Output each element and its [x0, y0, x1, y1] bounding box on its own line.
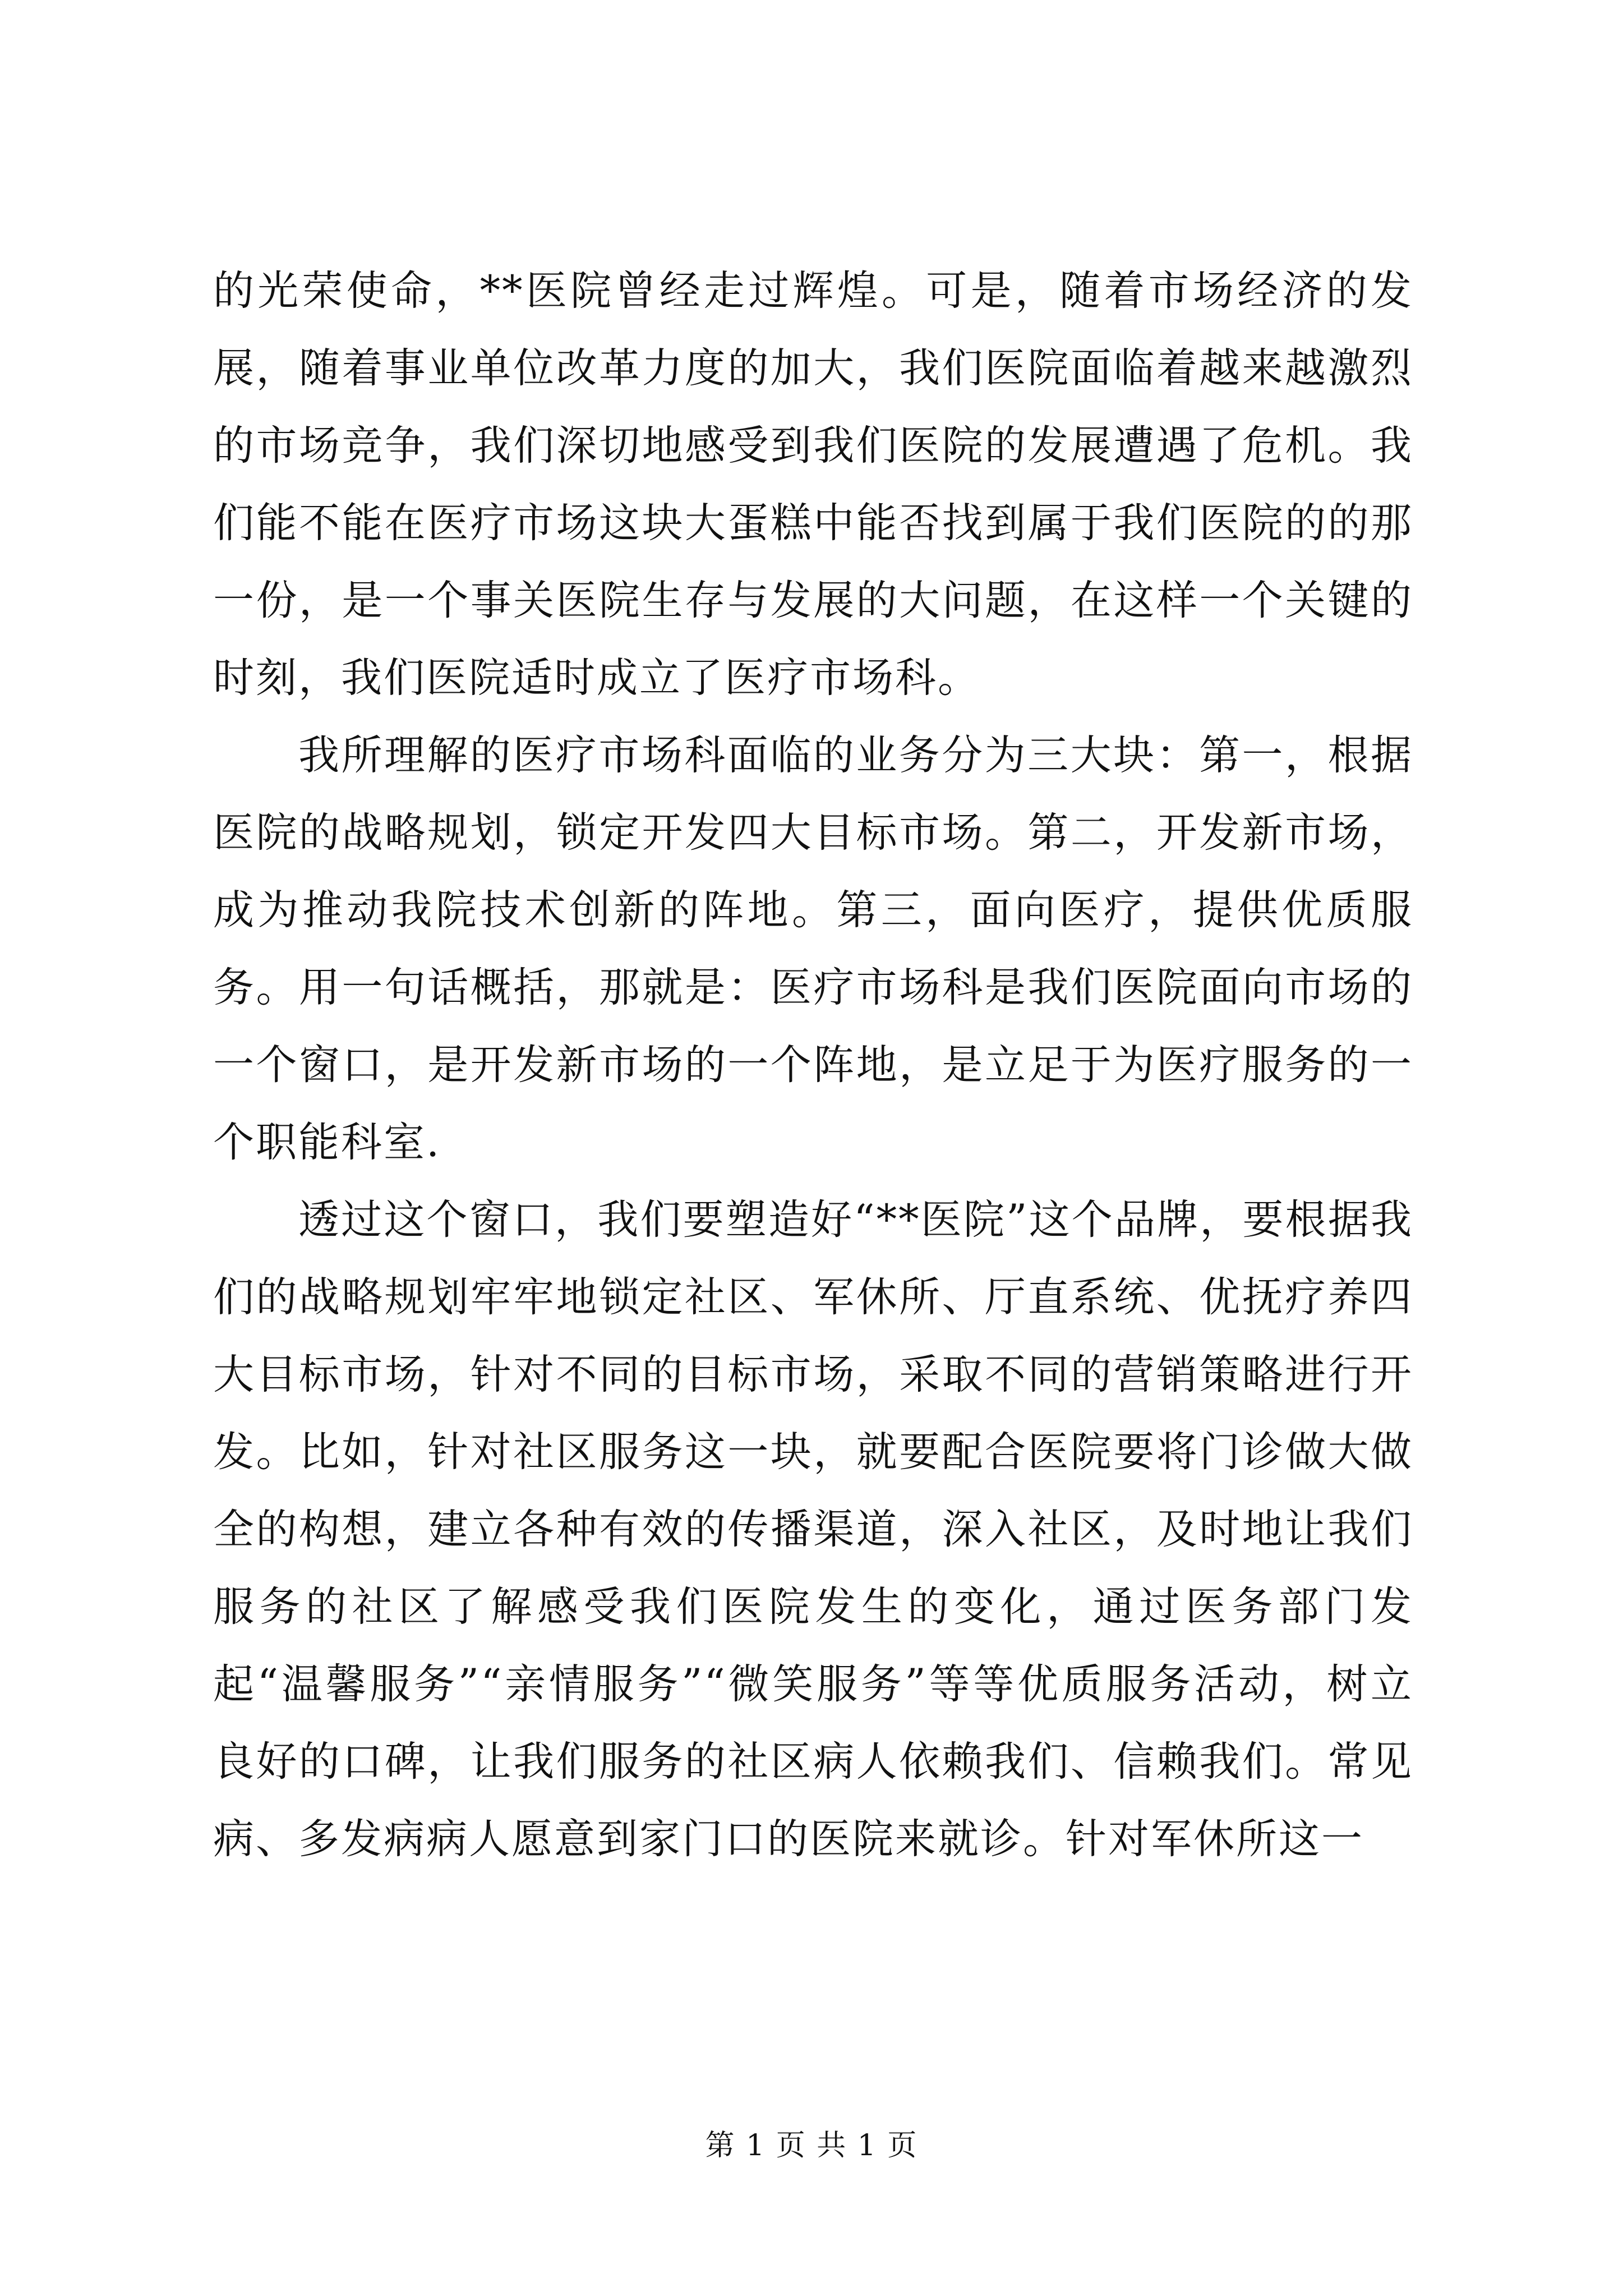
paragraph-2: 我所理解的医疗市场科面临的业务分为三大块：第一，根据医院的战略规划，锁定开发四大目标市场。第二，开发新市场，成为推动我院技术创新的阵地。第三，面向医疗，提供优质服务。用一句话概括，那就是：医疗市场科是我们医院面向市场的一个窗口，是开发新市场的一个阵地，是立足于为医疗服务的一个职能科室.	[213, 731, 1413, 1166]
page-footer: 第 1 页 共 1 页	[705, 2129, 918, 2162]
paragraph-1: 的光荣使命，**医院曾经走过辉煌。可是，随着市场经济的发展，随着事业单位改革力度的加大，我们医院面临着越来越激烈的市场竞争，我们深切地感受到我们医院的发展遭遇了危机。我们能不能在医疗市场这块大蛋糕中能否找到属于我们医院的的那一份，是一个事关医院生存与发展的大问题，在这样一个关键的时刻，我们医院适时成立了医疗市场科。	[213, 267, 1413, 702]
document-body	[213, 252, 1413, 1878]
paragraph-3: 透过这个窗口，我们要塑造好“**医院”这个品牌，要根据我们的战略规划牢牢地锁定社区、军休所、厅直系统、优抚疗养四大目标市场，针对不同的目标市场，采取不同的营销策略进行开发。比如，针对社区服务这一块，就要配合医院要将门诊做大做全的构想，建立各种有效的传播渠道，深入社区，及时地让我们服务的社区了解感受我们医院发生的变化，通过医务部门发起“温馨服务”“亲情服务”“微笑服务”等等优质服务活动，树立良好的口碑，让我们服务的社区病人依赖我们、信赖我们。常见病、多发病病人愿意到家门口的医院来就诊。针对军休所这一	[213, 1196, 1413, 1863]
